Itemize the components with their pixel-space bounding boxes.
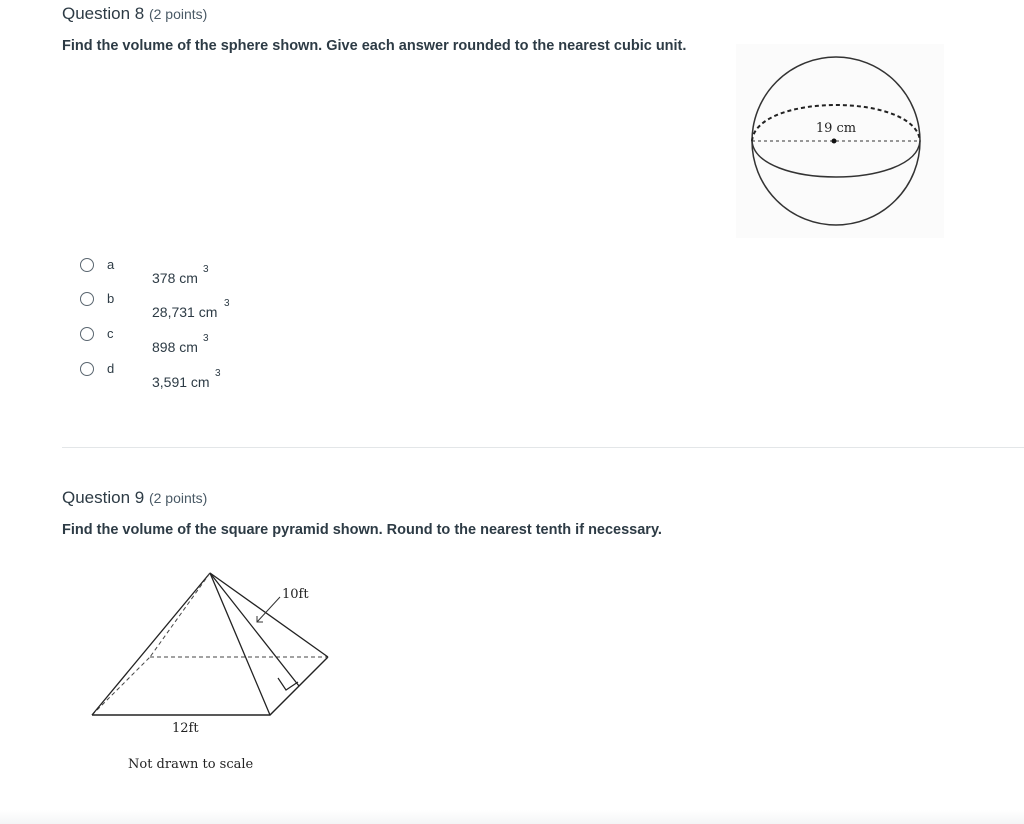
sphere-diagram — [736, 44, 944, 238]
question-9-points: (2 points) — [148, 490, 208, 506]
option-a-value — [152, 264, 209, 286]
question-8-points: (2 points) — [148, 6, 208, 22]
question-8-prompt: Find the volume of the sphere shown. Give each answer rounded to the nearest cubic unit. — [62, 38, 687, 54]
option-c-text: 898 cm — [152, 339, 198, 355]
pyramid-caption: Not drawn to scale — [128, 757, 254, 772]
pyramid-figure — [80, 560, 350, 780]
sphere-diameter-label: 19 cm — [815, 121, 857, 136]
option-d-exponent: 3 — [215, 368, 221, 379]
pyramid-edge-left — [92, 573, 210, 715]
question-divider — [62, 447, 1024, 448]
question-9-title — [62, 488, 207, 508]
sphere-figure — [736, 44, 944, 238]
option-d-text: 3,591 cm — [152, 374, 210, 390]
option-b-letter: b — [107, 291, 115, 306]
sphere-center-point — [832, 139, 837, 144]
option-d-letter: d — [107, 361, 115, 376]
option-d-radio[interactable] — [80, 362, 94, 376]
option-c-value — [152, 333, 209, 355]
page-bottom-edge — [0, 810, 1024, 824]
option-d-value — [152, 368, 221, 390]
pyramid-edge-back — [150, 573, 210, 657]
option-c-radio[interactable] — [80, 327, 94, 341]
option-a-letter: a — [107, 257, 115, 272]
pyramid-slant-label: 10ft — [282, 587, 309, 602]
option-b-exponent: 3 — [224, 298, 230, 309]
option-a-text: 378 cm — [152, 270, 198, 286]
question-9-label: Question 9 — [62, 488, 145, 507]
question-8-title — [62, 4, 207, 24]
pyramid-diagram — [80, 560, 350, 780]
option-a-exponent: 3 — [203, 264, 209, 275]
pyramid-base-back-left — [92, 657, 150, 715]
question-8-label: Question 8 — [62, 4, 145, 23]
option-a-radio[interactable] — [80, 258, 94, 272]
question-9-prompt: Find the volume of the square pyramid shown. Round to the nearest tenth if necessary. — [62, 522, 662, 538]
right-angle-marker — [278, 678, 298, 690]
option-c-letter: c — [107, 326, 114, 341]
option-b-text: 28,731 cm — [152, 304, 218, 320]
option-b-value — [152, 298, 230, 320]
option-c-exponent: 3 — [203, 333, 209, 344]
option-b-radio[interactable] — [80, 292, 94, 306]
pyramid-base-label: 12ft — [172, 721, 199, 736]
